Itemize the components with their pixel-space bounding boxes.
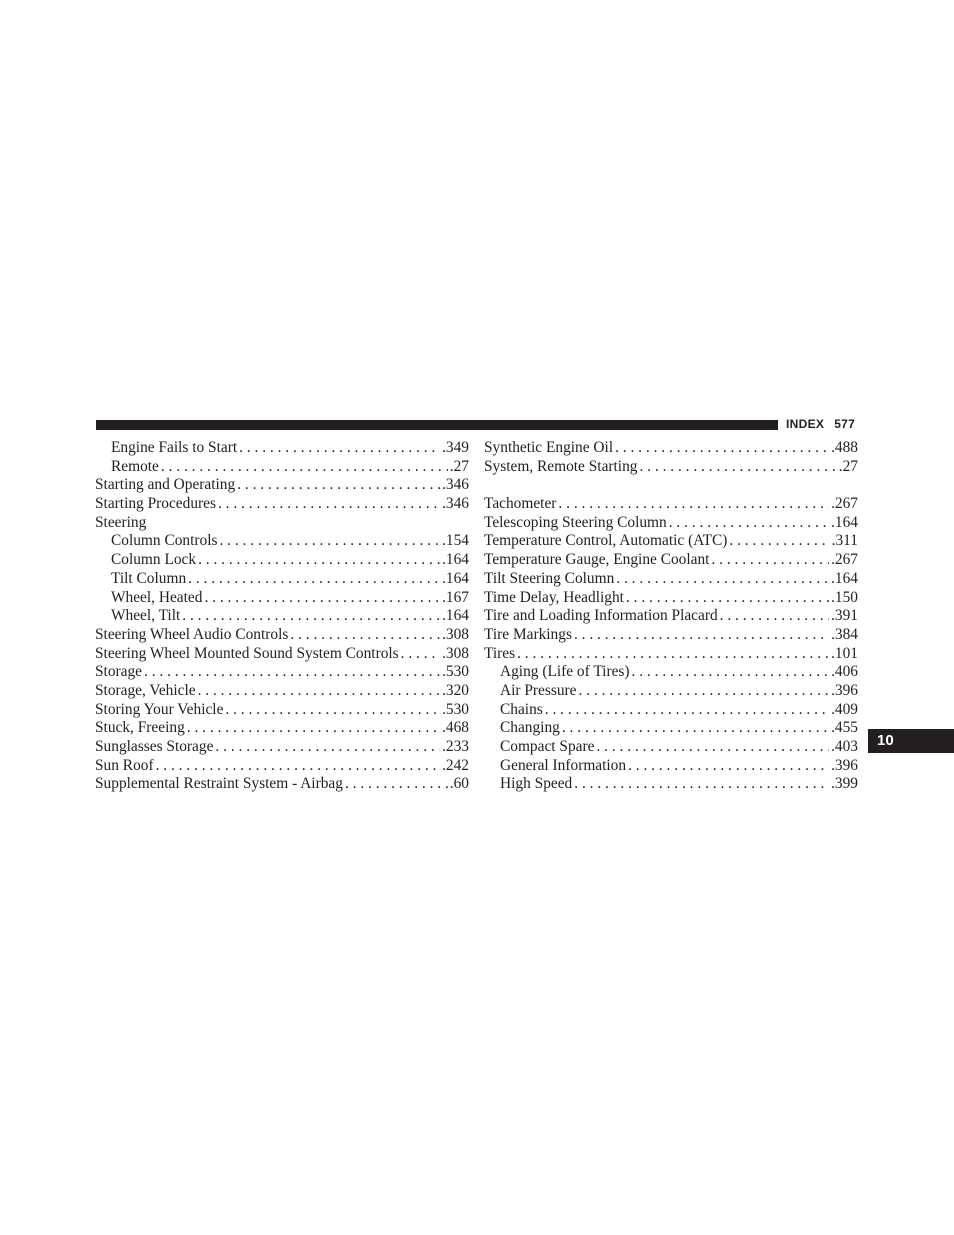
dot-leader <box>345 775 448 794</box>
dot-leader <box>639 458 836 477</box>
entry-label: Telescoping Steering Column <box>484 513 667 531</box>
entry-page-ref: .164 <box>442 551 469 569</box>
index-subentry <box>95 532 469 551</box>
entry-page-ref: .164 <box>442 569 469 587</box>
index-subentry <box>484 719 858 738</box>
index-entry <box>484 439 858 458</box>
entry-label: Engine Fails to Start <box>111 439 238 456</box>
entry-label: Synthetic Engine Oil <box>484 439 614 456</box>
index-entry <box>95 626 469 645</box>
entry-page-ref: .468 <box>442 719 469 737</box>
entry-label: Tire and Loading Information Placard <box>484 607 718 625</box>
index-subentry <box>95 458 469 477</box>
index-entry <box>484 458 858 477</box>
entry-label: Steering Wheel Mounted Sound System Controls <box>95 644 399 662</box>
dot-leader <box>729 532 829 551</box>
dot-leader <box>219 532 440 551</box>
dot-leader <box>615 439 829 458</box>
entry-label: Column Lock <box>111 551 197 569</box>
index-entry <box>95 514 469 533</box>
entry-label: Temperature Gauge, Engine Coolant <box>484 551 710 569</box>
entry-label: Aging (Life of Tires) <box>500 663 630 681</box>
dot-leader <box>632 663 830 682</box>
index-entry <box>95 775 469 794</box>
dot-leader <box>579 682 830 701</box>
entry-label: Steering Wheel Audio Controls <box>95 625 289 643</box>
index-entry <box>95 682 469 701</box>
dot-leader <box>215 738 440 757</box>
entry-label: Sun Roof <box>95 756 154 774</box>
entry-page-ref: .164 <box>831 513 858 531</box>
entry-page-ref: .346 <box>442 495 469 513</box>
index-entry <box>95 757 469 776</box>
index-entry <box>484 532 858 551</box>
entry-page-ref: .233 <box>442 738 469 755</box>
entry-label: Tilt Steering Column <box>484 569 615 587</box>
dot-leader <box>156 757 440 776</box>
entry-page-ref: .391 <box>831 607 858 625</box>
index-entry <box>484 589 858 608</box>
index-column-left <box>95 439 469 794</box>
dot-leader <box>225 701 440 720</box>
entry-page-ref: .409 <box>831 700 858 718</box>
index-entry <box>484 645 858 664</box>
entry-page-ref: .267 <box>831 495 858 513</box>
dot-leader <box>628 757 829 776</box>
entry-page-ref: .60 <box>449 775 469 793</box>
entry-page-ref: .308 <box>442 625 469 643</box>
dot-leader <box>198 682 440 701</box>
dot-leader <box>562 719 829 738</box>
entry-page-ref: .154 <box>442 532 469 550</box>
index-entry <box>484 495 858 514</box>
index-entry <box>484 551 858 570</box>
entry-label: Supplemental Restraint System - Airbag <box>95 775 343 793</box>
header-rule <box>96 420 778 430</box>
dot-leader <box>182 607 440 626</box>
entry-page-ref: .346 <box>442 476 469 494</box>
entry-label: Tires <box>484 644 516 662</box>
index-subentry <box>95 439 469 458</box>
entry-page-ref: .530 <box>442 663 469 681</box>
entry-page-ref: .396 <box>831 756 858 774</box>
entry-page-ref: .396 <box>831 681 858 699</box>
entry-page-ref: .455 <box>831 719 858 737</box>
entry-label: Storage <box>95 663 143 681</box>
chapter-tab: 10 <box>868 729 954 753</box>
dot-leader <box>616 570 829 589</box>
index-entry <box>95 476 469 495</box>
entry-label: General Information <box>500 756 627 774</box>
index-column-right <box>484 439 858 794</box>
entry-label: Column Controls <box>111 532 218 550</box>
dot-leader <box>204 589 440 608</box>
entry-label: Starting Procedures <box>95 495 216 513</box>
entry-page-ref: .311 <box>831 532 858 550</box>
index-entry <box>484 514 858 533</box>
entry-page-ref: .488 <box>831 439 858 456</box>
entry-page-ref: .242 <box>442 756 469 774</box>
index-subentry <box>95 551 469 570</box>
entry-label: Stuck, Freeing <box>95 719 185 737</box>
dot-leader <box>290 626 440 645</box>
entry-label: Time Delay, Headlight <box>484 588 624 606</box>
entry-label: Tachometer <box>484 495 557 513</box>
index-subentry <box>484 738 858 757</box>
dot-leader <box>711 551 829 570</box>
dot-leader <box>626 589 829 608</box>
index-entry <box>484 570 858 589</box>
entry-label: System, Remote Starting <box>484 457 638 475</box>
dot-leader <box>144 663 440 682</box>
entry-label: Chains <box>500 700 543 718</box>
entry-label: Starting and Operating <box>95 476 236 494</box>
entry-label: Wheel, Heated <box>111 588 203 606</box>
entry-label: Tilt Column <box>111 569 187 587</box>
entry-page-ref: .349 <box>442 439 469 456</box>
entry-label: Compact Spare <box>500 738 595 755</box>
entry-label: Storage, Vehicle <box>95 681 196 699</box>
index-entry <box>95 719 469 738</box>
dot-leader <box>669 514 829 533</box>
entry-page-ref: .164 <box>831 569 858 587</box>
index-spacer <box>484 476 858 495</box>
dot-leader <box>574 626 829 645</box>
index-subentry <box>95 589 469 608</box>
entry-page-ref: .384 <box>831 625 858 643</box>
index-subentry <box>484 682 858 701</box>
dot-leader <box>198 551 440 570</box>
index-entry <box>95 701 469 720</box>
entry-label: High Speed <box>500 775 573 793</box>
entry-label: Wheel, Tilt <box>111 607 181 625</box>
index-subentry <box>95 570 469 589</box>
dot-leader <box>720 607 829 626</box>
index-subentry <box>95 607 469 626</box>
entry-page-ref: .27 <box>449 457 469 475</box>
entry-label: Remote <box>111 457 159 475</box>
entry-label: Temperature Control, Automatic (ATC) <box>484 532 728 550</box>
entry-label: Air Pressure <box>500 681 577 699</box>
entry-page-ref: .267 <box>831 551 858 569</box>
dot-leader <box>596 738 829 757</box>
dot-leader <box>237 476 440 495</box>
entry-label: Tire Markings <box>484 625 572 643</box>
dot-leader <box>187 719 440 738</box>
index-entry <box>95 645 469 664</box>
dot-leader <box>401 645 440 664</box>
entry-page-ref: .164 <box>442 607 469 625</box>
entry-page-ref: .27 <box>838 457 858 475</box>
index-subentry <box>484 663 858 682</box>
entry-label: Sunglasses Storage <box>95 738 214 755</box>
section-title: INDEX <box>786 417 825 431</box>
entry-page-ref: .530 <box>442 700 469 718</box>
index-subentry <box>484 701 858 720</box>
index-entry <box>484 607 858 626</box>
dot-leader <box>545 701 829 720</box>
index-subentry <box>484 757 858 776</box>
index-entry <box>95 663 469 682</box>
entry-page-ref: .308 <box>442 644 469 662</box>
entry-page-ref: .101 <box>831 644 858 662</box>
index-entry <box>95 738 469 757</box>
entry-page-ref: .320 <box>442 681 469 699</box>
dot-leader <box>161 458 448 477</box>
entry-page-ref: .403 <box>831 738 858 755</box>
dot-leader <box>239 439 440 458</box>
page-number: 577 <box>834 417 856 431</box>
running-header <box>786 417 855 431</box>
dot-leader <box>188 570 440 589</box>
entry-label: Storing Your Vehicle <box>95 700 224 718</box>
dot-leader <box>558 495 829 514</box>
entry-label: Changing <box>500 719 560 737</box>
dot-leader <box>517 645 829 664</box>
dot-leader <box>574 775 829 794</box>
entry-page-ref: .406 <box>831 663 858 681</box>
entry-page-ref: .399 <box>831 775 858 793</box>
index-entry <box>95 495 469 514</box>
entry-label: Steering <box>95 513 147 531</box>
index-subentry <box>484 775 858 794</box>
dot-leader <box>218 495 440 514</box>
entry-page-ref: .167 <box>442 588 469 606</box>
entry-page-ref: .150 <box>831 588 858 606</box>
index-entry <box>484 626 858 645</box>
